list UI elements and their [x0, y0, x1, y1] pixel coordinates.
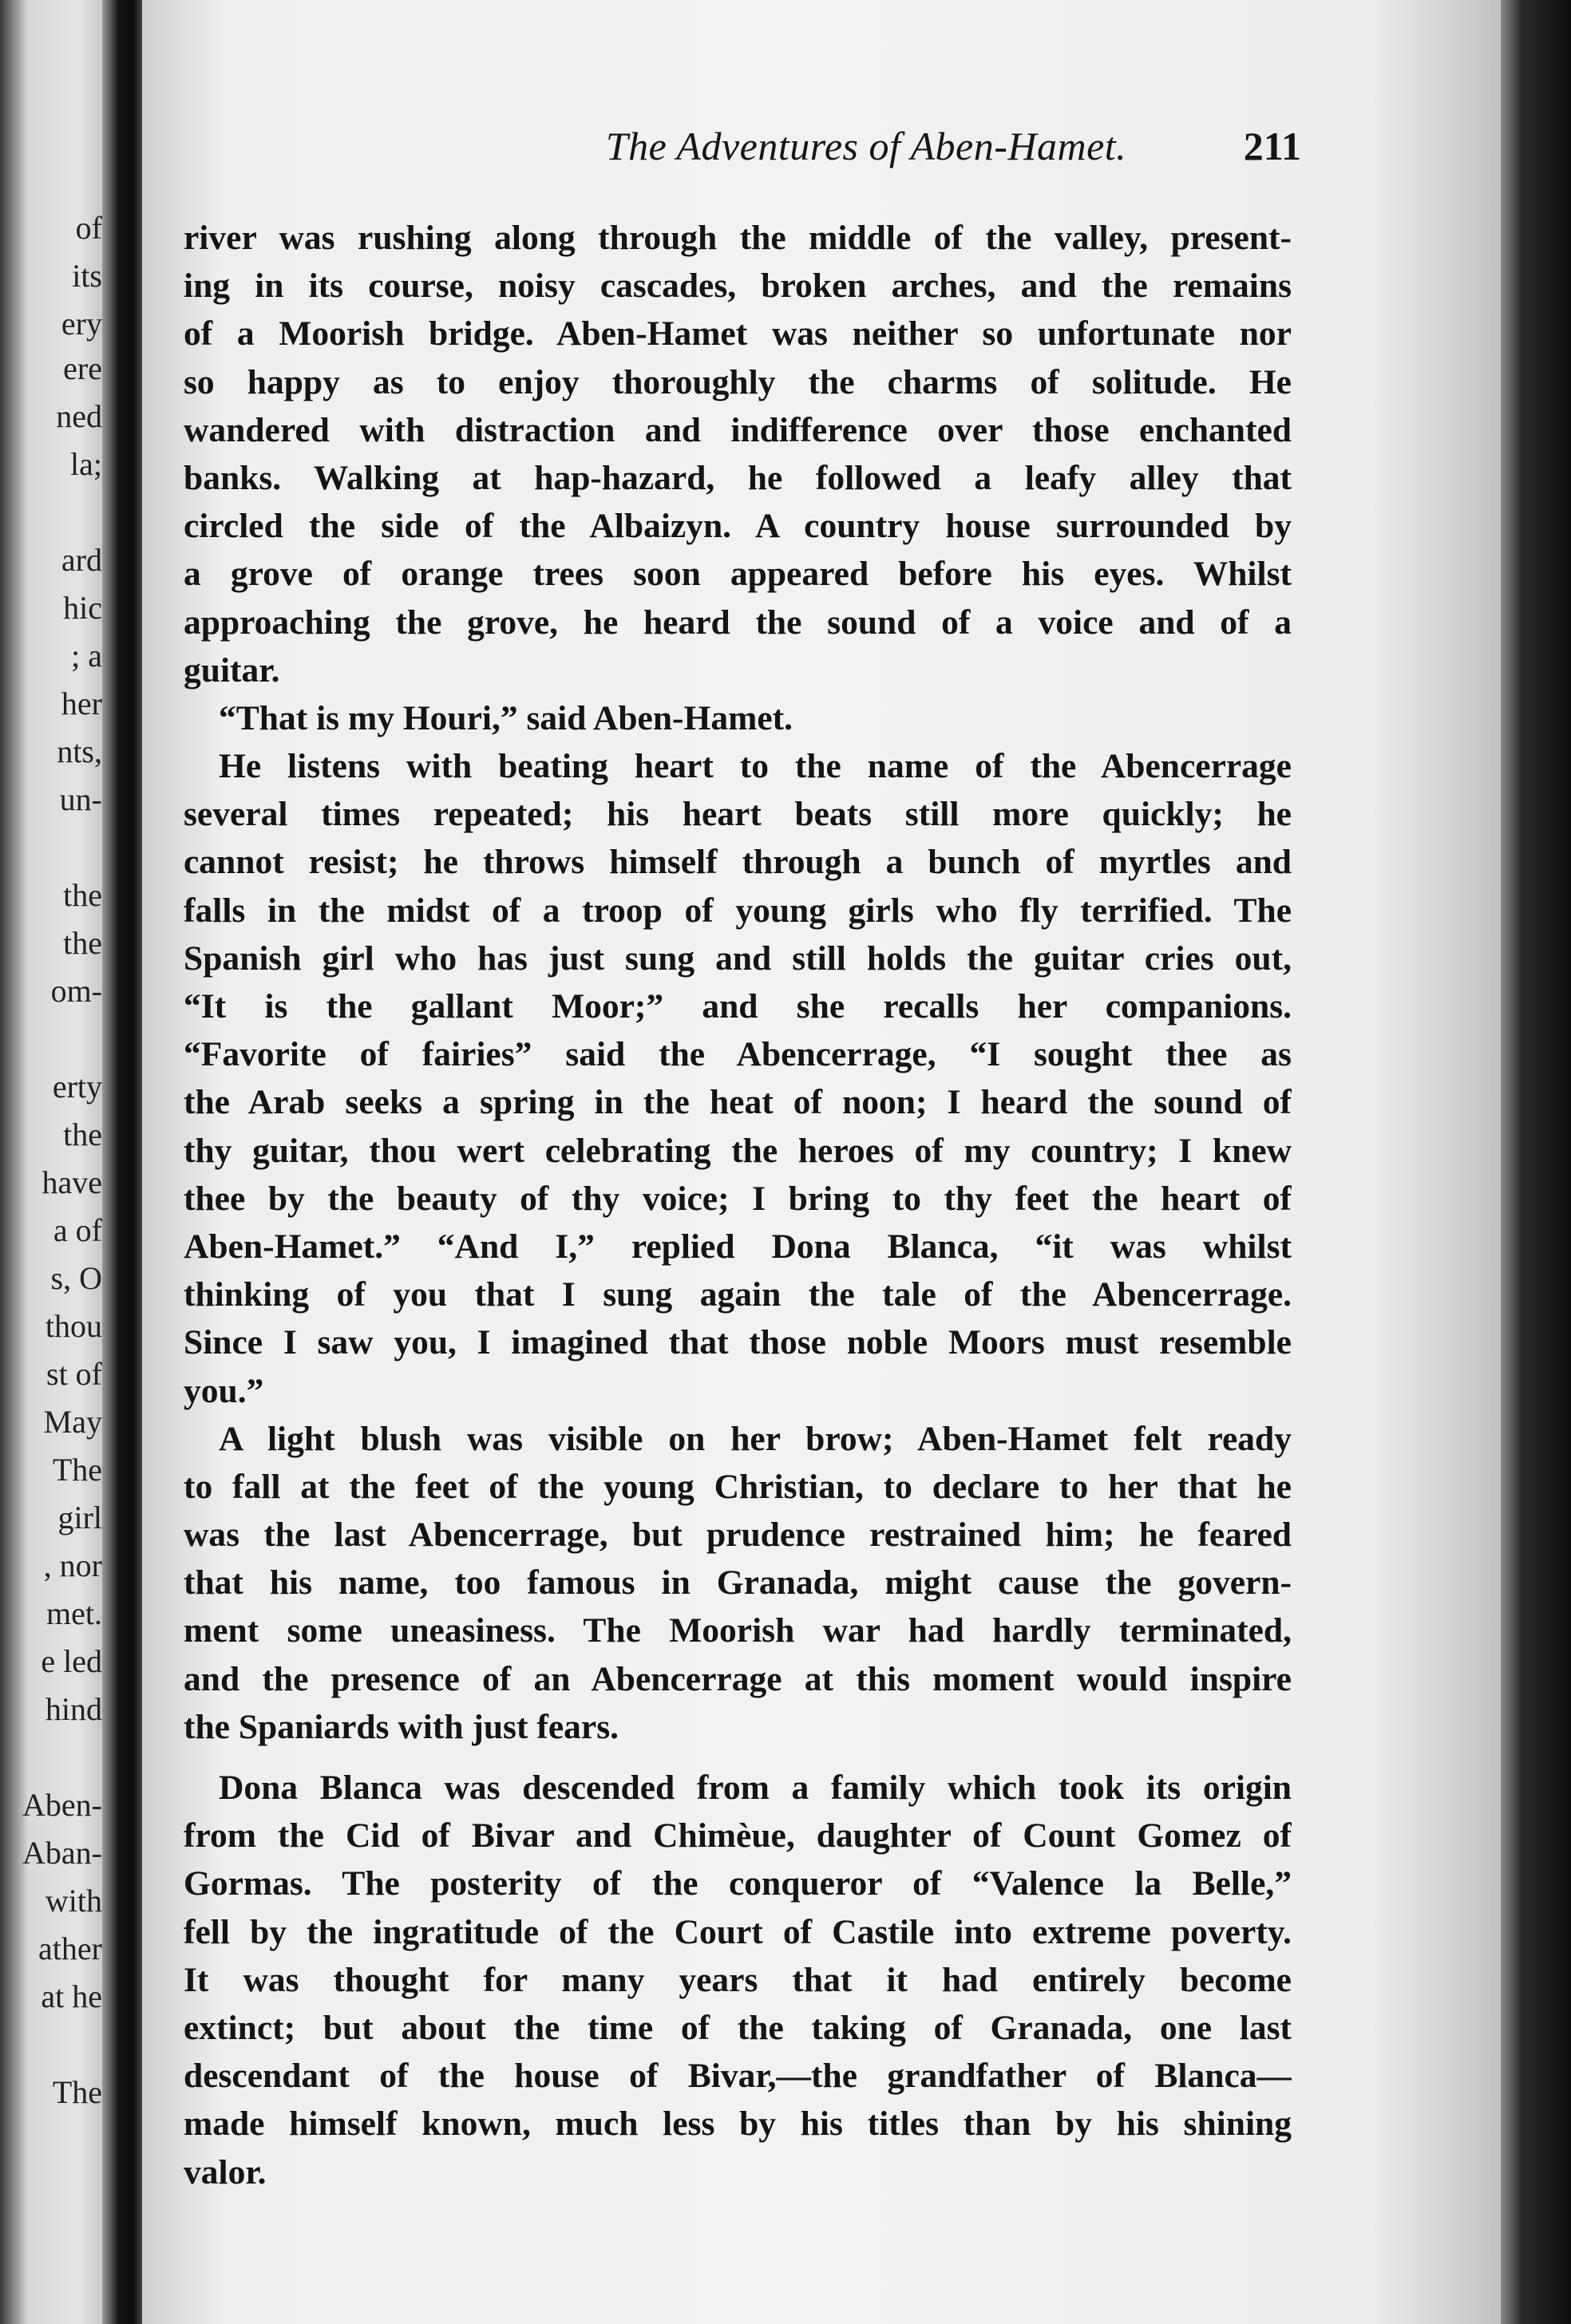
text-line: from the Cid of Bivar and Chimèue, daughter of Count Gomez of	[184, 1816, 1292, 1856]
text-line: “It is the gallant Moor;” and she recalls her companions.	[184, 987, 1292, 1026]
facing-page-fragment: The	[52, 2074, 102, 2110]
facing-page-fragment: un-	[59, 781, 102, 817]
page-edge-shadow	[1501, 0, 1571, 2324]
text-line: thee by the beauty of thy voice; I bring to thy feet the heart of	[184, 1179, 1292, 1218]
facing-page-fragment: ery	[61, 306, 102, 342]
text-line: valor.	[184, 2152, 267, 2192]
text-line: a grove of orange trees soon appeared before his eyes. Whilst	[184, 555, 1292, 594]
paragraph-gap	[184, 1751, 1292, 1764]
text-line: the Arab seeks a spring in the heat of noon; I heard the sound of	[184, 1083, 1292, 1122]
text-line: ing in its course, noisy cascades, broken arches, and the remains	[184, 267, 1292, 306]
text-line: and the presence of an Abencerrage at this moment would inspire	[184, 1659, 1292, 1698]
facing-page-fragment: erty	[52, 1069, 102, 1105]
facing-page-fragment: girl	[57, 1500, 102, 1536]
facing-page-fragment: Aben-	[22, 1787, 102, 1823]
facing-page-fragment: with	[45, 1883, 102, 1919]
facing-page-fragment: st of	[46, 1356, 102, 1392]
facing-page-edge	[0, 0, 112, 2324]
text-line: Aben-Hamet.” “And I,” replied Dona Blanca, “it was whilst	[184, 1227, 1292, 1266]
body-text	[184, 214, 1292, 2196]
facing-page-fragment: la;	[70, 446, 102, 482]
text-line: guitar.	[184, 650, 280, 690]
facing-page-fragment: a of	[53, 1212, 102, 1248]
facing-page-fragment: her	[61, 686, 102, 721]
text-line: made himself known, much less by his titles than by his shining	[184, 2105, 1292, 2144]
text-line: falls in the midst of a troop of young girls who fly terrified. The	[184, 891, 1292, 930]
text-line: of a Moorish bridge. Aben-Hamet was neither so unfortunate nor	[184, 314, 1292, 354]
text-line: to fall at the feet of the young Christian, to declare to her that he	[184, 1467, 1292, 1506]
facing-page-fragment: ; a	[71, 638, 102, 674]
text-line: Gormas. The posterity of the conqueror of “Valence la Belle,”	[184, 1864, 1292, 1903]
facing-page-fragment: e led	[41, 1643, 102, 1679]
text-line: thy guitar, thou wert celebrating the heroes of my country; I knew	[184, 1131, 1292, 1170]
text-line: It was thought for many years that it had entirely become	[184, 1960, 1292, 1999]
text-line: thinking of you that I sung again the tale of the Abencerrage.	[184, 1275, 1292, 1314]
facing-page-fragment: its	[72, 258, 102, 294]
text-line: river was rushing along through the middle of the valley, present-	[184, 219, 1292, 257]
facing-page-fragment: the	[63, 1117, 102, 1152]
text-line: extinct; but about the time of the taking of Granada, one last	[184, 2008, 1292, 2047]
text-line: descendant of the house of Bivar,—the grandfather of Blanca—	[184, 2057, 1292, 2096]
facing-page-fragment: of	[75, 210, 102, 246]
facing-page-fragment: May	[43, 1404, 102, 1440]
facing-page-fragment: s, O	[50, 1260, 102, 1296]
facing-page-fragment: have	[42, 1164, 102, 1200]
text-line: the Spaniards with just fears.	[184, 1707, 619, 1746]
page-number: 211	[1243, 124, 1301, 168]
text-line: wandered with distraction and indifference over those enchanted	[184, 410, 1292, 449]
facing-page-fragment: thou	[45, 1308, 102, 1344]
facing-page-fragment: met.	[46, 1595, 102, 1631]
facing-page-fragment: , nor	[43, 1547, 102, 1583]
text-line: several times repeated; his heart beats still more quickly; he	[184, 795, 1292, 834]
facing-page-fragment: ard	[61, 542, 102, 578]
facing-page-fragment: the	[63, 925, 102, 961]
text-line: so happy as to enjoy thoroughly the charms of solitude. He	[184, 362, 1292, 401]
facing-page-fragment: ather	[38, 1931, 102, 1966]
facing-page-fragment: the	[63, 877, 102, 913]
facing-page-fragment: om-	[50, 973, 102, 1009]
facing-page-fragment: hic	[63, 590, 102, 626]
text-line: Dona Blanca was descended from a family which took its origin	[219, 1769, 1292, 1807]
facing-page-fragment: ned	[56, 398, 102, 434]
text-line: banks. Walking at hap-hazard, he followed a leafy alley that	[184, 458, 1292, 497]
text-line: fell by the ingratitude of the Court of Castile into extreme poverty.	[184, 1912, 1292, 1951]
text-line: was the last Abencerrage, but prudence restrained him; he feared	[184, 1516, 1292, 1555]
text-line: “That is my Houri,” said Aben-Hamet.	[219, 698, 793, 737]
text-line: A light blush was visible on her brow; Aben-Hamet felt ready	[219, 1419, 1292, 1458]
facing-page-fragment: The	[52, 1452, 102, 1488]
facing-page-fragment: nts,	[57, 733, 102, 769]
facing-page-fragment: at he	[41, 1978, 102, 2014]
text-line: Spanish girl who has just sung and still holds the guitar cries out,	[184, 939, 1292, 978]
facing-page-fragment: ere	[63, 350, 102, 386]
running-head: The Adventures of Aben-Hamet.	[605, 124, 1127, 168]
text-line: cannot resist; he throws himself through a bunch of myrtles and	[184, 843, 1292, 882]
text-line: ment some uneasiness. The Moorish war had hardly terminated,	[184, 1611, 1292, 1650]
facing-page-fragment: Aban-	[22, 1835, 102, 1871]
text-line: approaching the grove, he heard the sound of a voice and of a	[184, 603, 1292, 642]
text-line: Since I saw you, I imagined that those noble Moors must resemble	[184, 1323, 1292, 1362]
text-line: He listens with beating heart to the name of the Abencerrage	[219, 747, 1292, 786]
text-line: that his name, too famous in Granada, might cause the govern-	[184, 1563, 1292, 1603]
text-line: “Favorite of fairies” said the Abencerrage, “I sought thee as	[184, 1035, 1292, 1074]
text-line: you.”	[184, 1371, 264, 1410]
facing-page-fragment: hind	[45, 1691, 102, 1727]
text-line: circled the side of the Albaizyn. A country house surrounded by	[184, 507, 1292, 546]
